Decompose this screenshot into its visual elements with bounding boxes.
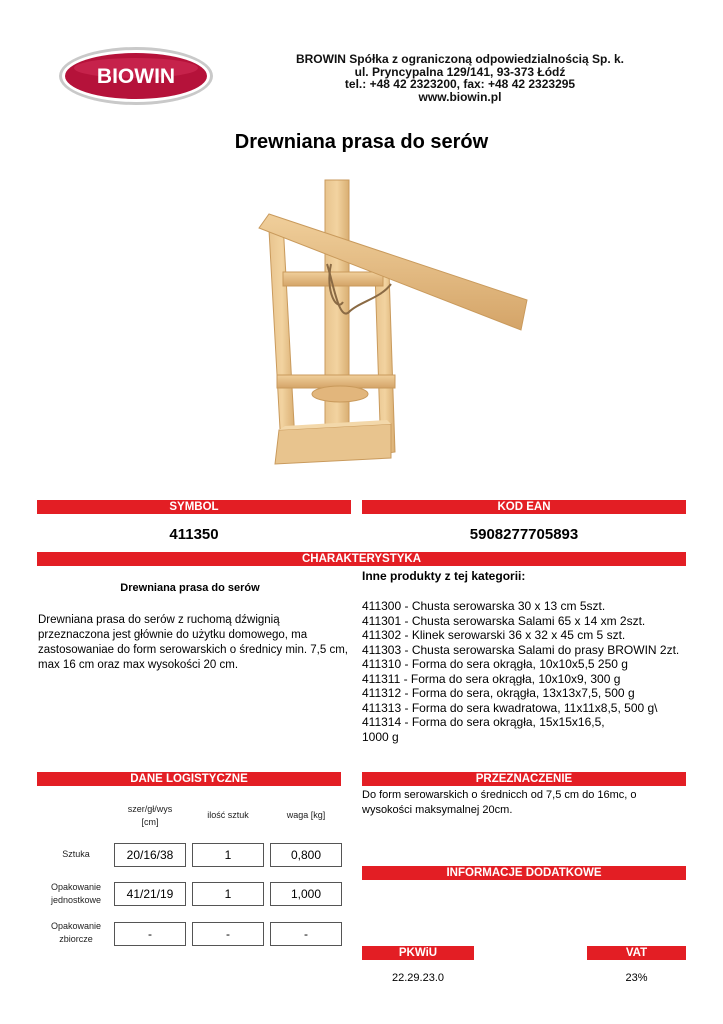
col-header-dimensions: szer/gł/wys [cm] (127, 804, 173, 827)
list-item: 411302 - Klinek serowarski 36 x 32 x 45 cm 5 szt. (362, 628, 626, 642)
cell-qty: 1 (192, 882, 264, 906)
cell-qty: 1 (192, 843, 264, 867)
list-item: 411310 - Forma do sera okrągła, 10x10x5,5 250 g (362, 657, 628, 671)
other-products-list (362, 599, 692, 744)
product-image (255, 172, 545, 470)
list-item: 411301 - Chusta serowarska Salami 65 x 14 xm 2szt. (362, 613, 646, 628)
logistics-header: DANE LOGISTYCZNE (37, 772, 341, 786)
product-name: Drewniana prasa do serów (120, 582, 260, 594)
row-label-bulk-package: Opakowanie zbiorcze (50, 921, 102, 944)
list-item: 411314 - Forma do sera okrągła, 15x15x16,5, (362, 715, 605, 729)
purpose-header: PRZEZNACZENIE (362, 772, 686, 786)
product-description: Drewniana prasa do serów z ruchomą dźwignią przeznaczona jest głównie do użytku domowego, ma zastosowaniae do form serowarskich o średnicy min. 7,5 cm, max 16 cm oraz max wysokości 20 cm. (38, 614, 348, 671)
list-item: 411303 - Chusta serowarska Salami do prasy BROWIN 2zt. (362, 642, 680, 657)
characteristics-header: CHARAKTERYSTYKA (37, 552, 686, 566)
cell-weight: - (270, 922, 342, 946)
company-website: www.biowin.pl (418, 89, 502, 104)
vat-value: 23% (625, 972, 648, 984)
list-item: 411300 - Chusta serowarska 30 x 13 cm 5szt. (362, 599, 606, 613)
cell-weight: 1,000 (270, 882, 342, 906)
company-info (250, 53, 670, 103)
row-label-unit-package: Opakowanie jednostkowe (50, 882, 102, 905)
list-item: 1000 g (362, 729, 399, 744)
pkwiu-header: PKWiU (362, 946, 474, 960)
cell-dims: 41/21/19 (114, 882, 186, 906)
additional-info-header: INFORMACJE DODATKOWE (362, 866, 686, 880)
list-item: 411313 - Forma do sera kwadratowa, 11x11x8,5, 500 g\ (362, 700, 658, 715)
cell-dims: - (114, 922, 186, 946)
cell-qty: - (192, 922, 264, 946)
ean-header: KOD EAN (362, 500, 686, 514)
row-label-unit: Sztuka (62, 849, 90, 859)
other-products-heading: Inne produkty z tej kategorii: (362, 569, 526, 583)
ean-value: 5908277705893 (469, 526, 579, 543)
company-name: BROWIN Spółka z ograniczoną odpowiedzialnością Sp. k. (295, 52, 625, 66)
company-address: ul. Pryncypalna 129/141, 93-373 Łódź (354, 64, 566, 79)
list-item: 411312 - Forma do sera, okrągła, 13x13x7,5, 500 g (362, 686, 635, 700)
pkwiu-value: 22.29.23.0 (392, 972, 444, 984)
purpose-text: Do form serowarskich o średnicch od 7,5 cm do 16mc, o wysokości maksymalnej 20cm. (362, 789, 637, 816)
logo-text: BIOWIN (96, 65, 176, 88)
list-item: 411311 - Forma do sera okrągła, 10x10x9, 300 g (362, 671, 621, 686)
symbol-value: 411350 (169, 526, 219, 543)
cell-dims: 20/16/38 (114, 843, 186, 867)
col-header-quantity: ilość sztuk (207, 810, 249, 820)
col-header-weight: waga [kg] (286, 810, 326, 820)
biowin-logo (58, 46, 214, 106)
vat-header: VAT (587, 946, 686, 960)
page-title: Drewniana prasa do serów (234, 131, 489, 153)
symbol-header: SYMBOL (37, 500, 351, 514)
cell-weight: 0,800 (270, 843, 342, 867)
company-phone: tel.: +48 42 2323200, fax: +48 42 2323295 (344, 77, 576, 91)
